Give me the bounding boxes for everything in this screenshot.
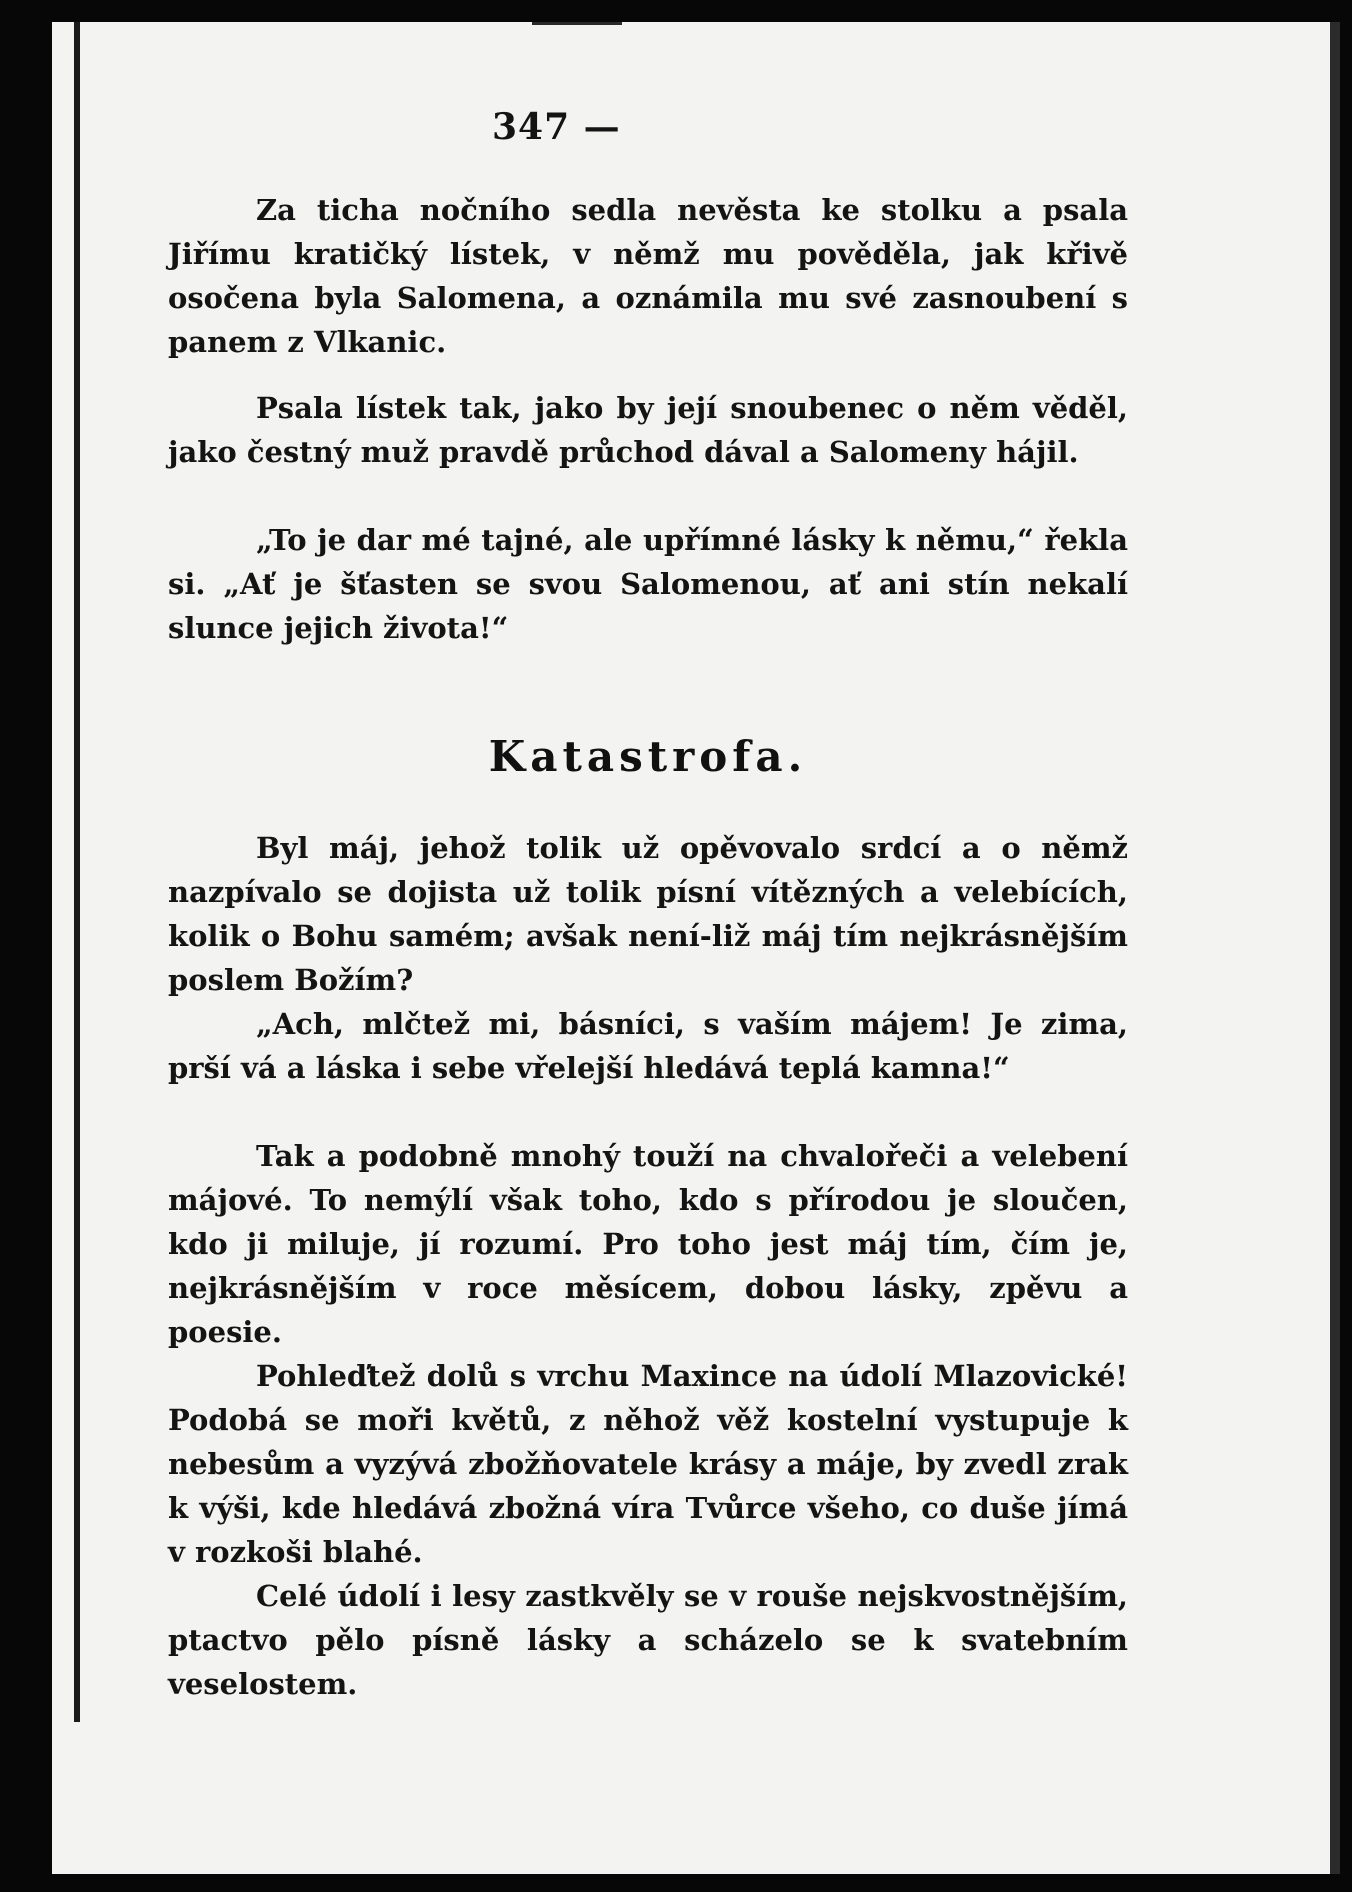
page-right-edge (1330, 22, 1340, 1874)
print-mark (532, 22, 622, 25)
paragraph: Za ticha nočního sedla nevěsta ke stolku a psala Jiřímu kratičký lístek, v němž mu pověděla, jak křivě osočena byla Salomena, a oznámila mu své zasnoubení s panem z Vlkanic. (168, 193, 1128, 359)
paragraph: Byl máj, jehož tolik už opěvovalo srdcí a o němž nazpívalo se dojista už tolik písní vítězných a velebících, kolik o Bohu samém; avšak není-liž máj tím nejkrásnějším poslem Božím? (168, 831, 1128, 997)
book-page (52, 22, 1340, 1874)
paragraph: Pohleďtež dolů s vrchu Maxince na údolí Mlazovické! Podobá se moři květů, z něhož věž kostelní vystupuje k nebesům a vyzývá zbožňovatele krásy a máje, by zvedl zrak k výši, kde hledává zbožná víra Tvůrce všeho, co duše jímá v rozkoši blahé. (168, 1359, 1128, 1569)
paragraph: „Ach, mlčtež mi, básníci, s vaším májem! Je zima, prší vá a láska i sebe vřelejší hledává teplá kamna!“ (168, 1007, 1128, 1085)
chapter-heading: Katastrofa. (488, 732, 808, 781)
paragraph: „To je dar mé tajné, ale upřímné lásky k němu,“ řekla si. „Ať je šťasten se svou Salomenou, ať ani stín nekalí slunce jejich života!“ (168, 523, 1128, 645)
page-edge-line (74, 22, 80, 1722)
paragraph: Psala lístek tak, jako by její snoubenec o něm věděl, jako čestný muž pravdě průchod dával a Salomeny hájil. (168, 391, 1128, 469)
page-number: 347 — (492, 106, 621, 148)
paragraph: Tak a podobně mnohý touží na chvalořeči a velebení májové. To nemýlí však toho, kdo s přírodou je sloučen, kdo ji miluje, jí rozumí. Pro toho jest máj tím, čím je, nejkrásnějším v roce měsícem, dobou lásky, zpěvu a poesie. (168, 1139, 1128, 1349)
paragraph: Celé údolí i lesy zastkvěly se v rouše nejskvostnějším, ptactvo pělo písně lásky a scházelo se k svatebním veselostem. (168, 1579, 1128, 1701)
